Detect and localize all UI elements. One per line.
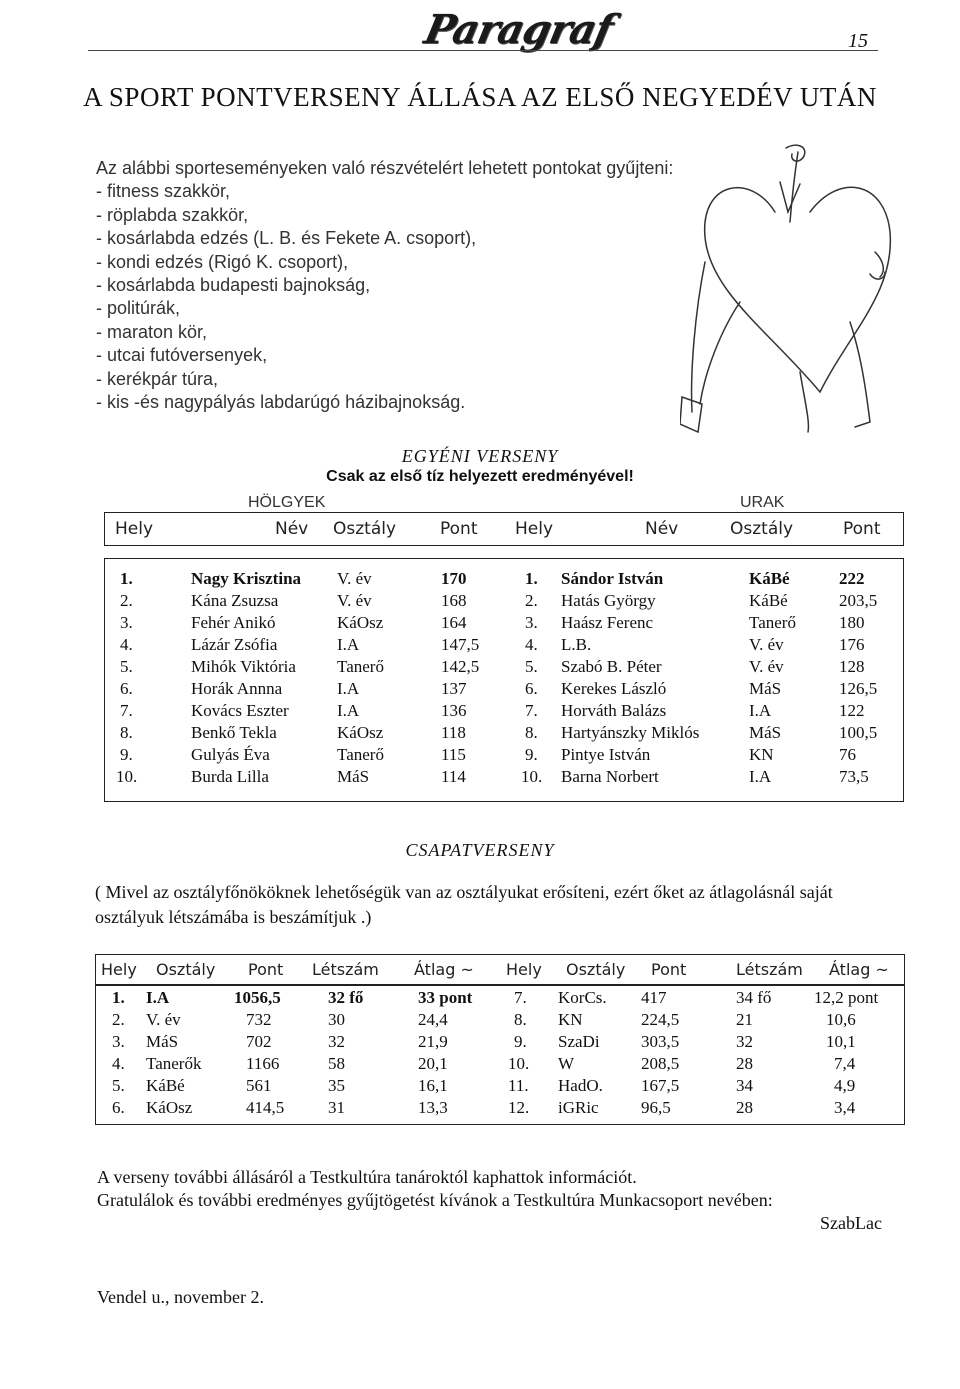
team-average: 33 pont (418, 988, 473, 1007)
header-class: Osztály (730, 519, 794, 539)
intro-item: - politúrák, (96, 298, 181, 319)
team-size: 28 (736, 1098, 753, 1117)
header-size: Létszám (312, 960, 379, 979)
team-place: 7. (514, 988, 527, 1007)
header-name: Név (645, 519, 679, 539)
intro-item: - maraton kör, (96, 321, 208, 342)
team-class: W (558, 1054, 575, 1073)
women-name: Kána Zsuzsa (191, 591, 279, 610)
women-class: I.A (337, 635, 360, 654)
women-place: 9. (120, 745, 133, 764)
header-class: Osztály (156, 960, 216, 979)
women-class: KáOsz (337, 613, 384, 632)
header-place: Hely (115, 519, 154, 539)
team-points: 224,5 (641, 1010, 680, 1029)
men-place: 5. (525, 657, 538, 676)
team-size: 35 (328, 1076, 345, 1095)
team-average: 13,3 (418, 1098, 448, 1117)
men-class: KN (749, 745, 774, 764)
header-average: Átlag ~ (414, 960, 474, 979)
team-class: KorCs. (558, 988, 607, 1007)
footer-line-1: A verseny további állásáról a Testkultúra tanároktól kaphattok információt. (97, 1167, 637, 1187)
team-class: SzaDi (558, 1032, 600, 1051)
team-average: 7,4 (834, 1054, 856, 1073)
men-name: Barna Norbert (561, 767, 659, 786)
women-place: 7. (120, 701, 133, 720)
men-name: Horváth Balázs (561, 701, 667, 720)
women-name: Fehér Anikó (191, 613, 276, 632)
men-name: Hartyánszky Miklós (561, 723, 700, 742)
men-place: 7. (525, 701, 538, 720)
women-name: Gulyás Éva (191, 745, 270, 764)
team-size: 32 fő (328, 988, 364, 1007)
team-place: 1. (112, 988, 125, 1007)
women-name: Lázár Zsófia (191, 635, 278, 654)
team-points: 417 (641, 988, 667, 1007)
team-size: 32 (736, 1032, 753, 1051)
women-place: 6. (120, 679, 133, 698)
men-class: I.A (749, 767, 772, 786)
page-title: A SPORT PONTVERSENY ÁLLÁSA AZ ELSŐ NEGYEDÉV UTÁN (83, 82, 877, 112)
men-place: 2. (525, 591, 538, 610)
intro-item: - fitness szakkör, (96, 181, 231, 202)
masthead-logo: Paragraf (420, 6, 617, 53)
individual-results-table (104, 558, 904, 802)
women-class: Tanerő (337, 745, 384, 764)
team-average: 12,2 pont (814, 988, 879, 1007)
team-points: 561 (246, 1076, 272, 1095)
men-points: 128 (839, 657, 865, 676)
team-class: V. év (146, 1010, 181, 1029)
team-points: 732 (246, 1010, 272, 1029)
men-place: 1. (525, 569, 538, 588)
women-name: Kovács Eszter (191, 701, 289, 720)
team-points: 96,5 (641, 1098, 671, 1117)
women-class: V. év (337, 591, 372, 610)
team-average: 10,6 (826, 1010, 856, 1029)
team-place: 2. (112, 1010, 125, 1029)
individual-header-row (104, 512, 904, 546)
women-points: 147,5 (441, 635, 480, 654)
women-class: MáS (337, 767, 370, 786)
men-class: V. év (749, 635, 784, 654)
team-class: KáBé (146, 1076, 185, 1095)
team-size: 34 (736, 1076, 753, 1095)
team-average: 3,4 (834, 1098, 856, 1117)
women-name: Mihók Viktória (191, 657, 296, 676)
men-points: 122 (839, 701, 865, 720)
team-size: 34 fő (736, 988, 772, 1007)
women-points: 114 (441, 767, 466, 786)
team-size: 32 (328, 1032, 345, 1051)
women-class: Tanerő (337, 657, 384, 676)
team-points: 702 (246, 1032, 272, 1051)
team-place: 5. (112, 1076, 125, 1095)
intro-item: - kerékpár túra, (96, 368, 219, 389)
men-class: KáBé (749, 569, 790, 588)
individual-title: EGYÉNI VERSENY (401, 446, 559, 466)
footer-line-2: Gratulálok és további eredményes gyűjtögetést kívánok a Testkultúra Munkacsoport nevében: (97, 1190, 773, 1210)
place-date: Vendel u., november 2. (97, 1287, 264, 1307)
intro-item: - kis -és nagypályás labdarúgó házibajnokság. (96, 391, 466, 412)
men-class: MáS (749, 723, 782, 742)
men-points: 76 (839, 745, 856, 764)
team-class: HadO. (558, 1076, 603, 1095)
men-class: V. év (749, 657, 784, 676)
team-class: KN (558, 1010, 583, 1029)
header-class: Osztály (333, 519, 397, 539)
header-points: Pont (440, 519, 478, 539)
team-header-row (95, 954, 905, 985)
team-class: Tanerők (146, 1054, 202, 1073)
women-class: KáOsz (337, 723, 384, 742)
intro-lead: Az alábbi sporteseményeken való részvételért lehetett pontokat gyűjteni: (96, 158, 674, 178)
intro-item: - kondi edzés (Rigó K. csoport), (96, 251, 349, 272)
header-place: Hely (515, 519, 554, 539)
team-points: 414,5 (246, 1098, 285, 1117)
team-title: CSAPATVERSENY (405, 840, 555, 860)
team-place: 11. (508, 1076, 529, 1095)
women-place: 3. (120, 613, 133, 632)
men-name: Hatás György (561, 591, 656, 610)
women-place: 1. (120, 569, 133, 588)
women-place: 10. (116, 767, 138, 786)
women-name: Benkő Tekla (191, 723, 277, 742)
men-points: 73,5 (839, 767, 869, 786)
men-points: 176 (839, 635, 865, 654)
team-size: 31 (328, 1098, 345, 1117)
men-points: 100,5 (839, 723, 878, 742)
team-class: MáS (146, 1032, 179, 1051)
header-points: Pont (248, 960, 284, 979)
men-points: 126,5 (839, 679, 878, 698)
team-size: 58 (328, 1054, 345, 1073)
header-average: Átlag ~ (829, 960, 889, 979)
men-name: Pintye István (561, 745, 651, 764)
men-place: 8. (525, 723, 538, 742)
women-place: 2. (120, 591, 133, 610)
team-class: I.A (146, 988, 170, 1007)
men-place: 10. (521, 767, 543, 786)
intro-item: - röplabda szakkör, (96, 204, 249, 225)
team-average: 24,4 (418, 1010, 448, 1029)
intro-list (96, 157, 696, 414)
team-average: 16,1 (418, 1076, 448, 1095)
men-label: URAK (740, 494, 785, 511)
women-class: I.A (337, 679, 360, 698)
men-place: 6. (525, 679, 538, 698)
intro-item: - kosárlabda budapesti bajnokság, (96, 274, 371, 295)
women-points: 170 (441, 569, 467, 588)
men-name: Szabó B. Péter (561, 657, 662, 676)
intro-item: - kosárlabda edzés (L. B. és Fekete A. csoport), (96, 228, 477, 249)
header-size: Létszám (736, 960, 803, 979)
team-place: 10. (508, 1054, 530, 1073)
men-points: 222 (839, 569, 865, 588)
women-class: I.A (337, 701, 360, 720)
team-points: 303,5 (641, 1032, 680, 1051)
team-class: KáOsz (146, 1098, 193, 1117)
individual-subtitle: Csak az első tíz helyezett eredményével! (326, 468, 634, 485)
women-name: Burda Lilla (191, 767, 269, 786)
women-points: 115 (441, 745, 466, 764)
team-points: 208,5 (641, 1054, 680, 1073)
men-name: Haász Ferenc (561, 613, 654, 632)
header-place: Hely (506, 960, 542, 979)
men-class: I.A (749, 701, 772, 720)
women-name: Horák Annna (191, 679, 283, 698)
team-size: 30 (328, 1010, 345, 1029)
women-points: 164 (441, 613, 467, 632)
women-place: 8. (120, 723, 133, 742)
header-class: Osztály (566, 960, 626, 979)
women-name: Nagy Krisztina (191, 569, 302, 588)
men-place: 4. (525, 635, 538, 654)
women-place: 4. (120, 635, 133, 654)
team-size: 28 (736, 1054, 753, 1073)
team-average: 21,9 (418, 1032, 448, 1051)
team-note: ( Mivel az osztályfőnököknek lehetőségük van az osztályukat erősíteni, ezért őket az átlagolásnál saját osztályuk létszámába is beszámítjuk .) (95, 882, 833, 927)
team-points: 1166 (246, 1054, 280, 1073)
women-points: 136 (441, 701, 467, 720)
team-class: iGRic (558, 1098, 599, 1117)
team-average: 10,1 (826, 1032, 856, 1051)
team-size: 21 (736, 1010, 753, 1029)
team-average: 20,1 (418, 1054, 448, 1073)
women-points: 142,5 (441, 657, 480, 676)
header-points: Pont (843, 519, 881, 539)
header-points: Pont (651, 960, 687, 979)
men-place: 3. (525, 613, 538, 632)
team-place: 9. (514, 1032, 527, 1051)
page-number: 15 (848, 30, 868, 52)
men-points: 180 (839, 613, 865, 632)
heart-shovel-illustration (680, 142, 900, 442)
masthead-rule (88, 50, 878, 51)
team-average: 4,9 (834, 1076, 856, 1095)
men-name: Sándor István (561, 569, 664, 588)
team-place: 8. (514, 1010, 527, 1029)
team-points: 167,5 (641, 1076, 680, 1095)
team-results-table (95, 985, 905, 1125)
men-name: L.B. (561, 635, 592, 654)
signature: SzabLac (820, 1213, 882, 1233)
women-points: 118 (441, 723, 466, 742)
team-place: 12. (508, 1098, 530, 1117)
team-points: 1056,5 (234, 988, 281, 1007)
women-label: HÖLGYEK (248, 494, 326, 511)
women-points: 137 (441, 679, 467, 698)
men-points: 203,5 (839, 591, 878, 610)
header-name: Név (275, 519, 309, 539)
men-class: Tanerő (749, 613, 796, 632)
team-place: 6. (112, 1098, 125, 1117)
men-class: MáS (749, 679, 782, 698)
women-class: V. év (337, 569, 372, 588)
men-place: 9. (525, 745, 538, 764)
intro-item: - utcai futóversenyek, (96, 345, 268, 366)
women-place: 5. (120, 657, 133, 676)
men-name: Kerekes László (561, 679, 667, 698)
team-place: 3. (112, 1032, 125, 1051)
team-place: 4. (112, 1054, 125, 1073)
women-points: 168 (441, 591, 467, 610)
men-class: KáBé (749, 591, 788, 610)
header-place: Hely (101, 960, 137, 979)
